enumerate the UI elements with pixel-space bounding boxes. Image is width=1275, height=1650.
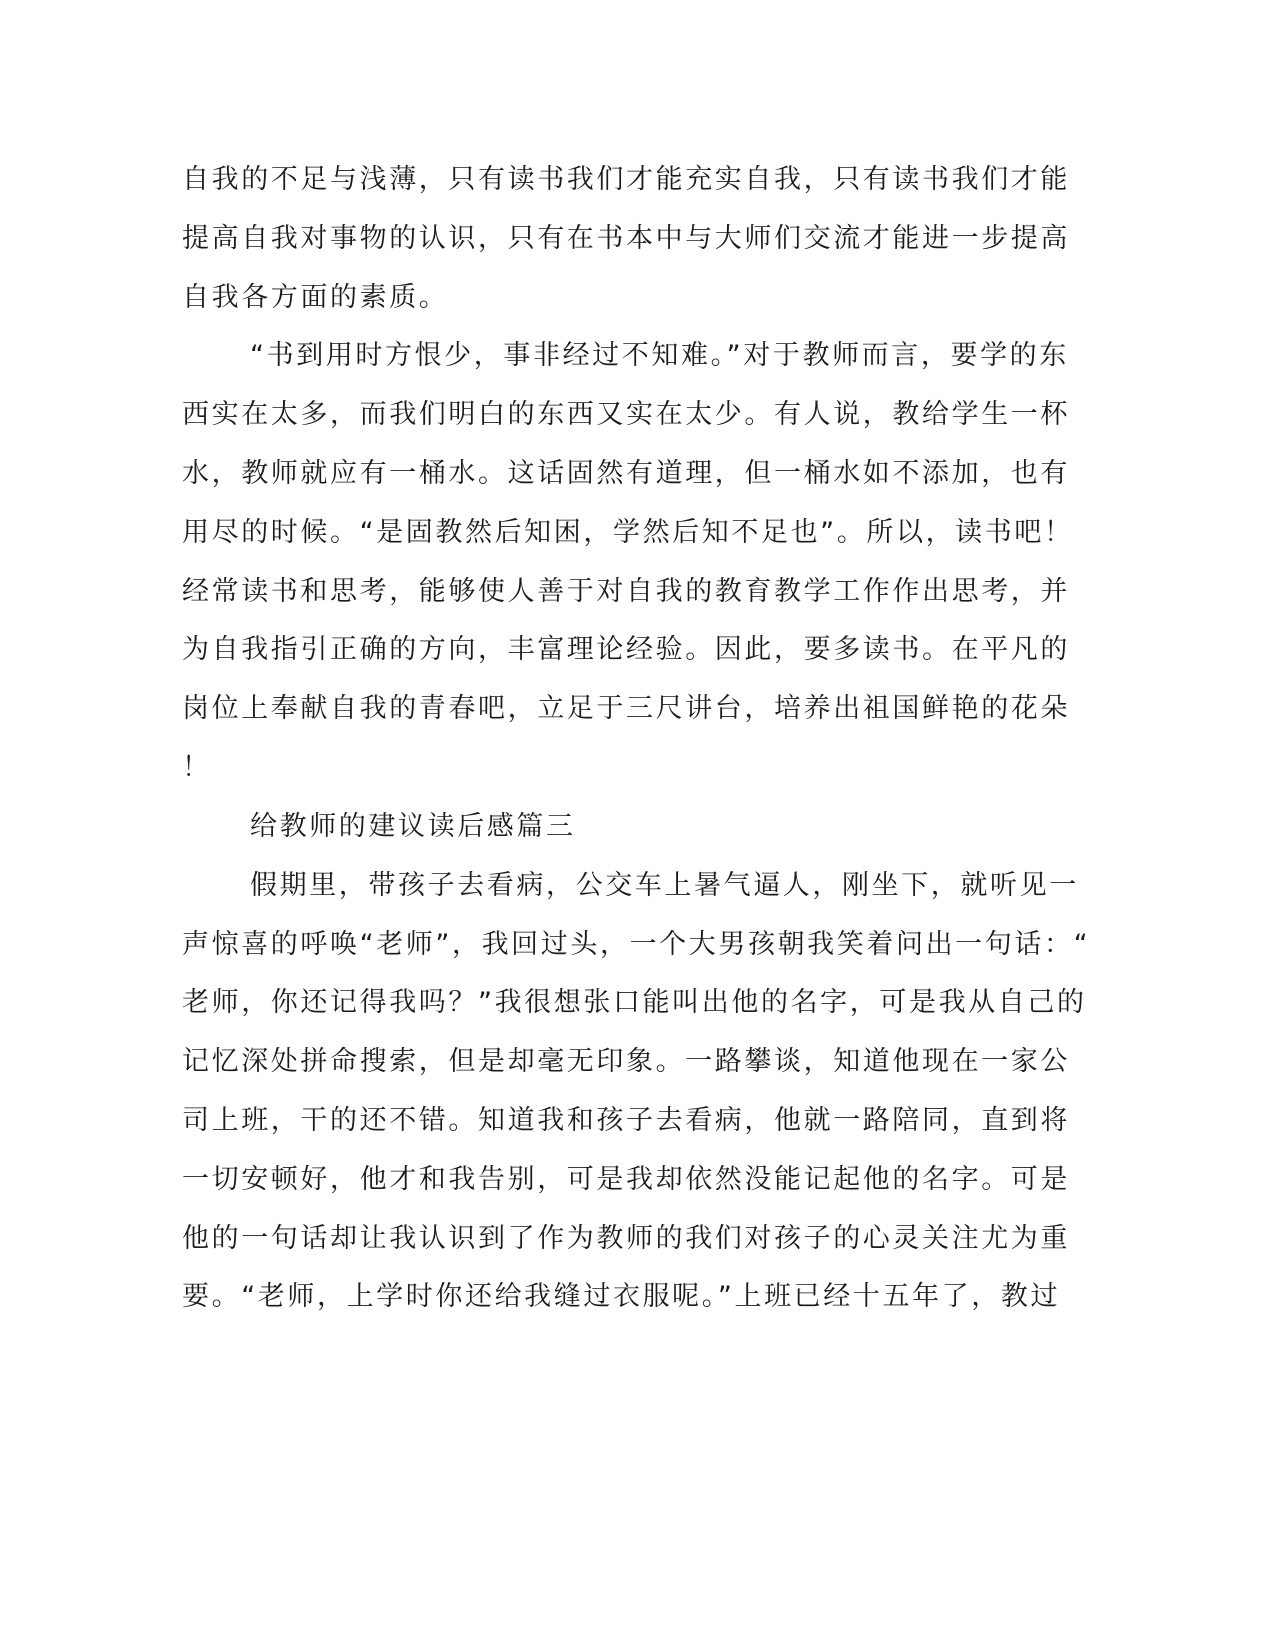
text-line: 为自我指引正确的方向，丰富理论经验。因此，要多读书。在平凡的 <box>182 634 1070 665</box>
text-line: ！ <box>182 752 212 783</box>
text-line: 西实在太多，而我们明白的东西又实在太少。有人说，教给学生一杯 <box>182 399 1070 430</box>
text-line: 他的一句话却让我认识到了作为教师的我们对孩子的心灵关注尤为重 <box>182 1223 1070 1254</box>
text-line: 自我的不足与浅薄，只有读书我们才能充实自我，只有读书我们才能 <box>182 164 1070 195</box>
text-line: “书到用时方恨少，事非经过不知难。”对于教师而言，要学的东 <box>250 340 1069 371</box>
text-line: 声惊喜的呼唤“老师”，我回过头，一个大男孩朝我笑着问出一句话：“ <box>182 929 1091 960</box>
text-line: 要。“老师，上学时你还给我缝过衣服呢。”上班已经十五年了，教过 <box>182 1281 1061 1312</box>
text-line: 用尽的时候。“是固教然后知困，学然后知不足也”。所以，读书吧！ <box>182 517 1074 548</box>
text-line: 经常读书和思考，能够使人善于对自我的教育教学工作作出思考，并 <box>182 576 1070 607</box>
text-line: 水，教师就应有一桶水。这话固然有道理，但一桶水如不添加，也有 <box>182 458 1070 489</box>
text-line: 假期里，带孩子去看病，公交车上暑气逼人，刚坐下，就听见一 <box>250 870 1079 901</box>
text-line: 提高自我对事物的认识，只有在书本中与大师们交流才能进一步提高 <box>182 223 1070 254</box>
text-line: 老师，你还记得我吗？”我很想张口能叫出他的名字，可是我从自己的 <box>182 987 1087 1018</box>
section-heading: 给教师的建议读后感篇三 <box>250 811 576 842</box>
text-line: 一切安顿好，他才和我告别，可是我却依然没能记起他的名字。可是 <box>182 1164 1070 1195</box>
text-line: 自我各方面的素质。 <box>182 282 449 313</box>
text-line: 记忆深处拼命搜索，但是却毫无印象。一路攀谈，知道他现在一家公 <box>182 1046 1070 1077</box>
text-line: 岗位上奉献自我的青春吧，立足于三尺讲台，培养出祖国鲜艳的花朵 <box>182 693 1070 724</box>
text-line: 司上班，干的还不错。知道我和孩子去看病，他就一路陪同，直到将 <box>182 1105 1070 1136</box>
